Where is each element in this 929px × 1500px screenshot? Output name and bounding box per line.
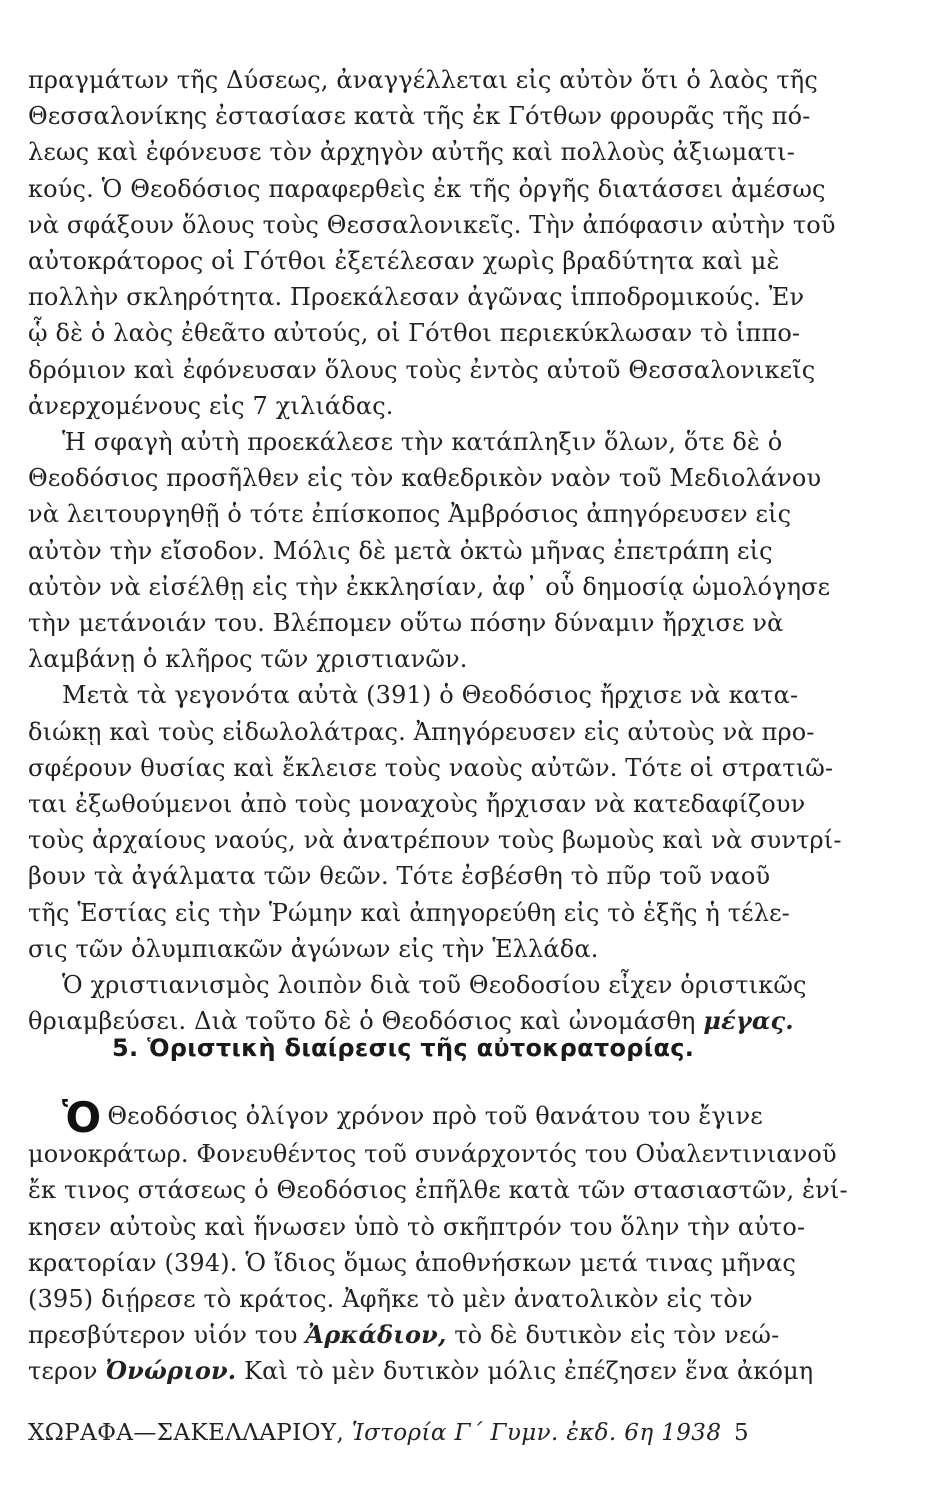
text-line: κρατορίαν (394). Ὁ ἴδιος ὅμως ἀποθνήσκων μετά τινας μῆνας — [28, 1248, 796, 1277]
text-line-content: Θεοδόσιος ὀλίγον χρόνον πρὸ τοῦ θανάτου του ἔγινε — [107, 1102, 763, 1130]
text-line: αὐτοκράτορος οἱ Γότθοι ἐξετέλεσαν χωρὶς βραδύτητα καὶ μὲ — [28, 247, 780, 276]
name-arkadios: Ἀρκάδιον, — [305, 1320, 447, 1350]
text-line: ται ἐξωθούμενοι ἀπὸ τοὺς μοναχοὺς ἤρχισαν νὰ κατεδαφίζουν — [28, 790, 806, 819]
text-line: ἀνερχομένους εἰς 7 χιλιάδας. — [28, 391, 394, 420]
text-line: νὰ σφάξουν ὅλους τοὺς Θεσσαλονικεῖς. Τὴν ἀπόφασιν αὐτὴν τοῦ — [28, 210, 836, 239]
text-line: (395) διῄρεσε τὸ κράτος. Ἀφῆκε τὸ μὲν ἀνατολικὸν εἰς τὸν — [28, 1285, 753, 1314]
text-line: Ἡ σφαγὴ αὐτὴ προεκάλεσε τὴν κατάπληξιν ὅλων, ὅτε δὲ ὁ — [62, 428, 783, 457]
text-line-first — [28, 1093, 790, 1142]
text-line: τῆς Ἑστίας εἰς τὴν Ῥώμην καὶ ἀπηγορεύθη εἰς τὸ ἑξῆς ἡ τέλε- — [28, 898, 790, 927]
section-heading — [112, 1034, 694, 1062]
text-line: ᾧ δὲ ὁ λαὸς ἐθεᾶτο αὐτούς, οἱ Γότθοι περιεκύκλωσαν τὸ ἱππο- — [28, 319, 801, 348]
footer-authors: ΧΩΡΑΦΑ—ΣΑΚΕΛΛΑΡΙΟΥ, — [28, 1420, 345, 1446]
body-text-bottom — [28, 1093, 848, 1390]
text-line: Ὁ χριστιανισμὸς λοιπὸν διὰ τοῦ Θεοδοσίου εἶχεν ὁριστικῶς — [62, 971, 807, 1000]
text-line: Μετὰ τὰ γεγονότα αὐτὰ (391) ὁ Θεοδόσιος ἤρχισε νὰ κατα- — [62, 681, 799, 710]
body-text-top — [28, 62, 842, 1039]
text-line-content: πρεσβύτερον υἱόν του — [28, 1321, 298, 1350]
text-line: αὐτὸν τὴν εἴσοδον. Μόλις δὲ μετὰ ὀκτὼ μῆνας ἐπετράπη εἰς — [28, 536, 773, 565]
section-title: Ὁριστικὴ διαίρεσις τῆς αὐτοκρατορίας. — [147, 1034, 695, 1062]
text-line: μονοκράτωρ. Φονευθέντος τοῦ συνάρχοντός του Οὐαλεντινιανοῦ — [28, 1140, 837, 1169]
footer-book-title: Ἱστορία Γ΄ Γυμν. ἐκδ. 6η 1938 — [351, 1420, 722, 1446]
name-onorios: Ὀνώριον. — [105, 1356, 237, 1386]
text-line — [28, 1317, 790, 1353]
text-line: πραγμάτων τῆς Δύσεως, ἀναγγέλλεται εἰς αὐτὸν ὅτι ὁ λαὸς τῆς — [28, 66, 818, 94]
text-line: κούς. Ὁ Θεοδόσιος παραφερθεὶς ἐκ τῆς ὀργῆς διατάσσει ἀμέσως — [28, 174, 826, 203]
text-line: τοὺς ἀρχαίους ναούς, νὰ ἀνατρέπουν τοὺς βωμοὺς καὶ νὰ συντρί- — [28, 826, 842, 855]
text-line: σφέρουν θυσίας καὶ ἔκλεισε τοὺς ναοὺς αὐτῶν. Τότε οἱ στρατιῶ- — [28, 753, 834, 782]
text-line-content: τερον — [28, 1357, 98, 1386]
text-line: διώκῃ καὶ τοὺς εἰδωλολάτρας. Ἀπηγόρευσεν εἰς αὐτοὺς νὰ προ- — [28, 717, 815, 746]
text-line: βουν τὰ ἀγάλματα τῶν θεῶν. Τότε ἐσβέσθη τὸ πῦρ τοῦ ναοῦ — [28, 862, 771, 891]
text-line: Θεοδόσιος προσῆλθεν εἰς τὸν καθεδρικὸν ναὸν τοῦ Μεδιολάνου — [28, 464, 822, 493]
text-line: Θεσσαλονίκης ἐστασίασε κατὰ τῆς ἐκ Γότθων φρουρᾶς τῆς πό- — [28, 102, 811, 131]
text-line-content: τὸ δὲ δυτικὸν εἰς τὸν νεώ- — [454, 1321, 780, 1350]
text-line: τὴν μετάνοιάν του. Βλέπομεν οὕτω πόσην δύναμιν ἤρχισε νὰ — [28, 609, 784, 638]
text-line: κησεν αὐτοὺς καὶ ἥνωσεν ὑπὸ τὸ σκῆπτρόν του ὅλην τὴν αὐτο- — [28, 1212, 806, 1241]
emphasized-word: μέγας. — [703, 1006, 794, 1036]
text-line: νὰ λειτουργηθῇ ὁ τότε ἐπίσκοπος Ἀμβρόσιος ἀπηγόρευσεν εἰς — [28, 500, 792, 529]
text-line: σις τῶν ὀλυμπιακῶν ἀγώνων εἰς τὴν Ἑλλάδα. — [28, 934, 599, 963]
text-line: ἔκ τινος στάσεως ὁ Θεοδόσιος ἐπῆλθε κατὰ τῶν στασιαστῶν, ἐνί- — [28, 1176, 848, 1205]
text-line: δρόμιον καὶ ἐφόνευσαν ὅλους τοὺς ἐντὸς αὐτοῦ Θεσσαλονικεῖς — [28, 355, 816, 384]
text-line-content: θριαμβεύσει. Διὰ τοῦτο δὲ ὁ Θεοδόσιος καὶ ὠνομάσθη — [28, 1007, 696, 1036]
text-line: πολλὴν σκληρότητα. Προεκάλεσαν ἀγῶνας ἱπποδρομικούς. Ἐν — [28, 283, 805, 312]
section-number: 5. — [112, 1034, 139, 1062]
text-line: λεως καὶ ἐφόνευσε τὸν ἀρχηγὸν αὐτῆς καὶ πολλοὺς ἀξιωματι- — [28, 138, 795, 167]
drop-capital: Ὁ — [62, 1093, 102, 1142]
text-line — [28, 1353, 814, 1389]
page-footer — [28, 1420, 750, 1446]
text-line: αὐτὸν νὰ εἰσέλθῃ εἰς τὴν ἐκκλησίαν, ἀφ᾽ οὗ δημοσίᾳ ὡμολόγησε — [28, 572, 831, 601]
text-line-content: Καὶ τὸ μὲν δυτικὸν μόλις ἐπέζησεν ἕνα ἀκόμη — [244, 1357, 814, 1386]
page-number: 5 — [734, 1420, 750, 1446]
text-line: λαμβάνῃ ὁ κλῆρος τῶν χριστιανῶν. — [28, 645, 468, 674]
